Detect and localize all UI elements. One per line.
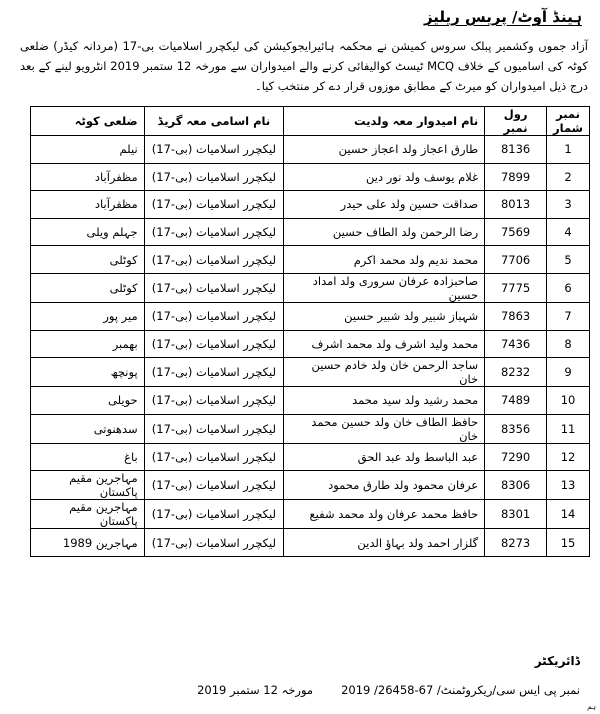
table-row <box>31 246 590 274</box>
table-row <box>31 136 590 164</box>
cell-roll-number: 7489 <box>485 387 547 415</box>
cell-serial: 4 <box>547 218 590 246</box>
table-row <box>31 218 590 246</box>
cell-district-quota: مہاجرین مقیم پاکستان <box>31 500 145 529</box>
cell-serial: 5 <box>547 246 590 274</box>
cell-roll-number: 8356 <box>485 414 547 443</box>
cell-serial: 6 <box>547 273 590 302</box>
cell-roll-number: 7436 <box>485 330 547 358</box>
table-row <box>31 500 590 529</box>
cell-candidate-name: طارق اعجاز ولد اعجاز حسین <box>284 136 485 164</box>
cell-post-grade: لیکچرر اسلامیات (بی-17) <box>144 330 283 358</box>
table-row <box>31 191 590 219</box>
header-post-grade: نام اسامی معہ گریڈ <box>144 107 283 136</box>
cell-serial: 15 <box>547 529 590 557</box>
cell-post-grade: لیکچرر اسلامیات (بی-17) <box>144 302 283 330</box>
cell-roll-number: 8301 <box>485 500 547 529</box>
cell-post-grade: لیکچرر اسلامیات (بی-17) <box>144 529 283 557</box>
cell-post-grade: لیکچرر اسلامیات (بی-17) <box>144 218 283 246</box>
reference-line <box>120 683 580 701</box>
cell-district-quota: مہاجرین مقیم پاکستان <box>31 471 145 500</box>
cell-post-grade: لیکچرر اسلامیات (بی-17) <box>144 387 283 415</box>
cell-roll-number: 7863 <box>485 302 547 330</box>
cell-roll-number: 7569 <box>485 218 547 246</box>
cell-candidate-name: محمد ندیم ولد محمد اکرم <box>284 246 485 274</box>
header-district-quota: ضلعی کوٹہ <box>31 107 145 136</box>
cell-roll-number: 7775 <box>485 273 547 302</box>
cell-serial: 11 <box>547 414 590 443</box>
intro-paragraph: آزاد جموں وکشمیر پبلک سروس کمیشن نے محکمہ ہائیرایجوکیشن کی لیکچرر اسلامیات بی-17 (مردانہ کیڈر) ضلعی کوٹہ کی اسامیوں کے خلاف MCQ ٹیسٹ کوالیفائی کرنے والے امیدواران سے مورخہ 12 ستمبر 2019 انٹرویو لینے کے بعد درج ذیل امیدواران کو میرٹ کے مطابق موزوں قرار دے کر منتخب کیا۔ <box>20 39 588 93</box>
cell-candidate-name: محمد ولید اشرف ولد محمد اشرف <box>284 330 485 358</box>
cell-district-quota: میر پور <box>31 302 145 330</box>
table-row <box>31 330 590 358</box>
table-row <box>31 273 590 302</box>
cell-district-quota: پونچھ <box>31 358 145 387</box>
cell-candidate-name: ساجد الرحمن خان ولد خادم حسین خان <box>284 358 485 387</box>
cell-district-quota: کوٹلی <box>31 273 145 302</box>
table-row <box>31 471 590 500</box>
cell-candidate-name: صاحبزادہ عرفان سروری ولد امداد حسین <box>284 273 485 302</box>
reference-number: نمبر پی ایس سی/ریکروٹمنٹ/ 67-26458/ 2019 <box>341 683 580 697</box>
cell-roll-number: 8273 <box>485 529 547 557</box>
cell-candidate-name: محمد رشید ولد سید محمد <box>284 387 485 415</box>
table-row <box>31 163 590 191</box>
cell-post-grade: لیکچرر اسلامیات (بی-17) <box>144 136 283 164</box>
table-header-row <box>31 107 590 136</box>
header-serial: نمبر شمار <box>547 107 590 136</box>
cell-serial: 10 <box>547 387 590 415</box>
cell-serial: 14 <box>547 500 590 529</box>
cell-roll-number: 7290 <box>485 443 547 471</box>
cell-serial: 13 <box>547 471 590 500</box>
table-row <box>31 443 590 471</box>
cell-roll-number: 7899 <box>485 163 547 191</box>
cell-post-grade: لیکچرر اسلامیات (بی-17) <box>144 414 283 443</box>
cell-candidate-name: عبد الباسط ولد عبد الحق <box>284 443 485 471</box>
cell-district-quota: مظفرآباد <box>31 191 145 219</box>
cell-serial: 2 <box>547 163 590 191</box>
cell-candidate-name: غلام یوسف ولد نور دین <box>284 163 485 191</box>
cell-candidate-name: حافظ محمد عرفان ولد محمد شفیع <box>284 500 485 529</box>
cell-serial: 1 <box>547 136 590 164</box>
cell-serial: 8 <box>547 330 590 358</box>
cell-post-grade: لیکچرر اسلامیات (بی-17) <box>144 191 283 219</box>
cell-candidate-name: شہباز شبیر ولد شبیر حسین <box>284 302 485 330</box>
issue-date: مورخہ 12 ستمبر 2019 <box>197 683 314 697</box>
cell-serial: 12 <box>547 443 590 471</box>
cell-district-quota: کوٹلی <box>31 246 145 274</box>
table-row <box>31 414 590 443</box>
press-release-title: ہینڈ آوٹ/ پریس ریلیز <box>423 8 582 26</box>
table-row <box>31 358 590 387</box>
cell-district-quota: مظفرآباد <box>31 163 145 191</box>
cell-candidate-name: رضا الرحمن ولد الطاف حسین <box>284 218 485 246</box>
cell-post-grade: لیکچرر اسلامیات (بی-17) <box>144 500 283 529</box>
cell-district-quota: جہلم ویلی <box>31 218 145 246</box>
footer-initials: ہم <box>587 703 596 711</box>
cell-district-quota: بھمبر <box>31 330 145 358</box>
cell-candidate-name: صداقت حسین ولد علی حیدر <box>284 191 485 219</box>
cell-serial: 9 <box>547 358 590 387</box>
cell-post-grade: لیکچرر اسلامیات (بی-17) <box>144 163 283 191</box>
cell-post-grade: لیکچرر اسلامیات (بی-17) <box>144 443 283 471</box>
cell-roll-number: 8136 <box>485 136 547 164</box>
table-row <box>31 529 590 557</box>
cell-district-quota: مہاجرین 1989 <box>31 529 145 557</box>
cell-candidate-name: گلزار احمد ولد بہاؤ الدین <box>284 529 485 557</box>
table-row <box>31 302 590 330</box>
cell-district-quota: حویلی <box>31 387 145 415</box>
header-candidate-name: نام امیدوار معہ ولدیت <box>284 107 485 136</box>
table-row <box>31 387 590 415</box>
selected-candidates-table <box>30 106 590 557</box>
cell-candidate-name: حافظ الطاف خان ولد حسین محمد خان <box>284 414 485 443</box>
cell-district-quota: سدھنوتی <box>31 414 145 443</box>
director-signature-line: ڈائریکٹر <box>534 654 580 668</box>
cell-post-grade: لیکچرر اسلامیات (بی-17) <box>144 471 283 500</box>
cell-post-grade: لیکچرر اسلامیات (بی-17) <box>144 246 283 274</box>
cell-candidate-name: عرفان محمود ولد طارق محمود <box>284 471 485 500</box>
cell-roll-number: 7706 <box>485 246 547 274</box>
cell-serial: 7 <box>547 302 590 330</box>
cell-roll-number: 8013 <box>485 191 547 219</box>
cell-district-quota: باغ <box>31 443 145 471</box>
cell-roll-number: 8306 <box>485 471 547 500</box>
cell-serial: 3 <box>547 191 590 219</box>
cell-district-quota: نیلم <box>31 136 145 164</box>
cell-post-grade: لیکچرر اسلامیات (بی-17) <box>144 358 283 387</box>
header-roll-number: رول نمبر <box>485 107 547 136</box>
cell-roll-number: 8232 <box>485 358 547 387</box>
cell-post-grade: لیکچرر اسلامیات (بی-17) <box>144 273 283 302</box>
